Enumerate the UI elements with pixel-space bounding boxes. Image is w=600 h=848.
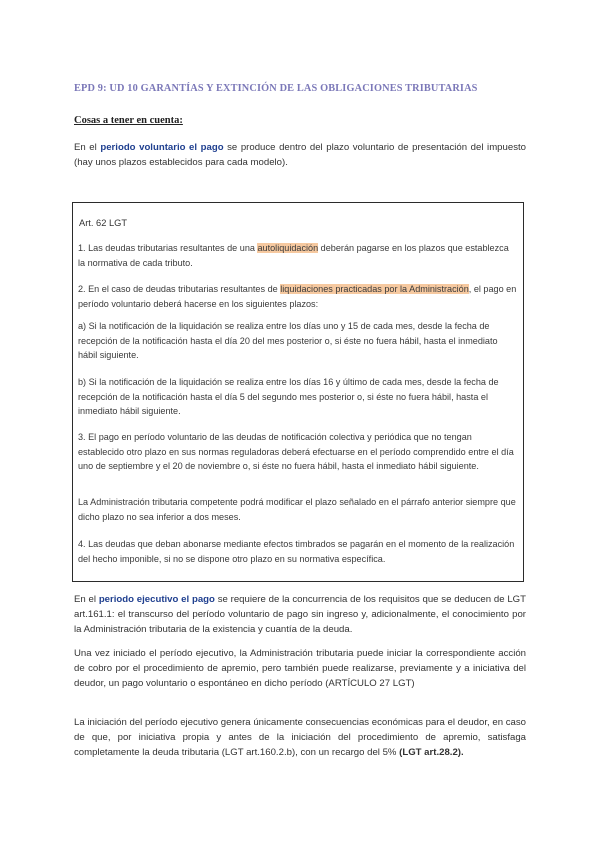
exec-prefix: En el	[74, 594, 99, 605]
document-title: EPD 9: UD 10 GARANTÍAS Y EXTINCIÓN DE LAS OBLIGACIONES TRIBUTARIAS	[74, 83, 478, 94]
executive-period-paragraph	[74, 592, 526, 637]
highlight-liquidaciones: liquidaciones practicadas por la Administración	[280, 284, 469, 294]
article-62-box	[72, 202, 524, 582]
section-subhead: Cosas a tener en cuenta:	[74, 115, 183, 126]
intro-suffix: se produce dentro del plazo voluntario de presentación del impuesto (hay unos plazos establecidos para cada modelo).	[74, 142, 526, 168]
article-point-3: 3. El pago en período voluntario de las deudas de notificación colectiva y periódica que no tengan establecido otro plazo en sus normas reguladoras deberá efectuarse en el período comprendido entre el día uno de septiembre y el 20 de noviembre o, si éste no fuera hábil, hasta el inmediato hábil siguiente.	[78, 432, 514, 471]
point-1-text-end: deberán pagarse en los plazos que establezca la normativa de cada tributo.	[78, 243, 509, 268]
article-point-3-note: La Administración tributaria competente podrá modificar el plazo señalado en el párrafo anterior siempre que dicho plazo no sea inferior a dos meses.	[78, 497, 516, 522]
point-2-text-end: , el pago en período voluntario deberá hacerse en los siguientes plazos:	[78, 284, 517, 309]
article-point-a: a) Si la notificación de la liquidación se realiza entre los días uno y 15 de cada mes, desde la fecha de recepción de la notificación hasta el día 20 del mes posterior o, si éste no fuera hábil, hasta el inmediato hábil siguiente.	[78, 321, 498, 360]
executive-period-term: periodo ejecutivo el pago	[98, 594, 215, 605]
recargo-reference: (LGT art.28.2).	[399, 747, 464, 758]
recargo-paragraph	[74, 715, 526, 760]
highlight-autoliquidacion: autoliquidación	[257, 243, 319, 253]
voluntary-period-term: periodo voluntario el pago	[100, 142, 224, 153]
exec-suffix: se requiere de la concurrencia de los requisitos que se deducen de LGT art.161.1: el transcurso del período voluntario de pago sin ingreso y, adicionalmente, el conocimiento por la Administración tributaria de la existencia y cuantía de la deuda.	[74, 594, 526, 635]
point-1-text: 1. Las deudas tributarias resultantes de una	[78, 243, 258, 253]
article-point-b: b) Si la notificación de la liquidación se realiza entre los días 16 y último de cada mes, desde la fecha de recepción de la notificación hasta el día 5 del segundo mes posterior o, si éste no fuera hábil, hasta el inmediato hábil siguiente.	[78, 377, 499, 416]
article-heading: Art. 62 LGT	[79, 218, 128, 228]
recargo-text: La iniciación del período ejecutivo genera únicamente consecuencias económicas para el deudor, en caso de que, por iniciativa propia y antes de la iniciación del procedimiento de apremio, satisfaga completamente la deuda tributaria (LGT art.160.2.b), con un recargo del 5%	[74, 717, 526, 758]
intro-paragraph	[74, 140, 526, 170]
intro-prefix: En el	[74, 142, 101, 153]
apremio-paragraph: Una vez iniciado el período ejecutivo, la Administración tributaria puede iniciar la correspondiente acción de cobro por el procedimiento de apremio, pero también puede realizarse, previamente y a iniciativa del deudor, un pago voluntario o espontáneo en dicho período (ARTÍCULO 27 LGT)	[74, 648, 526, 689]
article-point-2	[78, 282, 518, 311]
point-2-text: 2. En el caso de deudas tributarias resultantes de	[78, 284, 281, 294]
article-point-4: 4. Las deudas que deban abonarse mediante efectos timbrados se pagarán en el momento de la realización del hecho imponible, si no se dispone otro plazo en su normativa específica.	[78, 539, 515, 564]
article-point-1	[78, 241, 518, 270]
